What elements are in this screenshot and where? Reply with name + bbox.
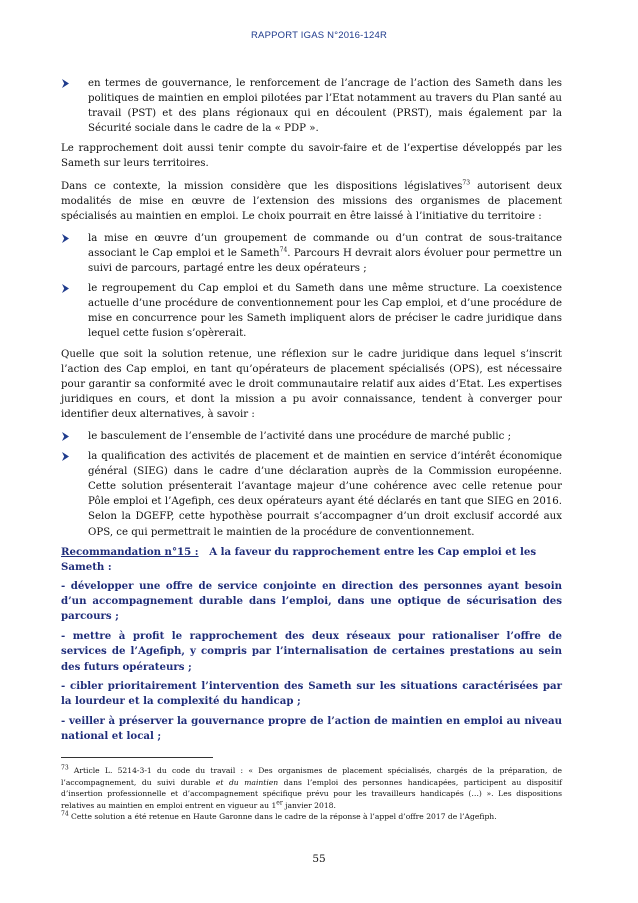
footnote-73 [61,765,562,811]
paragraph-solution: Quelle que soit la solution retenue, une réflexion sur le cadre juridique dans lequel s’inscrit l’action des Cap emploi, en tant qu’opérateurs de placement spécialisés (OPS), est nécessaire pour garantir sa conformité avec le droit communautaire relatif aux aides d’Etat. Les expertises juridiques en cours, et dont la mission a pu avoir connaissance, tendent à converger pour identifier deux alternatives, à savoir : [61,348,562,420]
footnote-ordinal: er [276,799,283,807]
footnotes [61,765,562,823]
footnote-ref-73[interactable]: 73 [462,179,471,187]
bullet-regroupement [61,281,562,341]
recommendation-item: - veiller à préserver la gouvernance propre de l’action de maintien en emploi au niveau national et local ; [61,714,562,743]
bullet-text: la mise en œuvre d’un groupement de commande ou d’un contrat de sous-traitance associant le Cap emploi et le Sameth [88,232,562,259]
page-number: 55 [312,853,326,865]
footnote-divider [61,757,213,758]
recommendation-item: - cibler prioritairement l’intervention des Sameth sur les situations caractérisées par la lourdeur et la complexité du handicap ; [61,680,562,708]
arrow-bullet-icon [61,432,70,441]
bullet-text: la qualification des activités de placement et de maintien en service d’intérêt économique général (SIEG) dans le cadre d’une déclaration auprès de la Commission européenne. Cette solution présenterait l’avantage majeur d’une cohérence avec celle retenue pour Pôle emploi et l’Agefiph, ces deux opérateurs ayant été déclarés en tant que SIEG en 2016. Selon la DGEFP, cette hypothèse pourrait s’accompagner d’un droit exclusif accordé aux OPS, ce qui permettrait le maintien de la procédure de conventionnement. [88,451,562,538]
bullet-text: le basculement de l’ensemble de l’activité dans une procédure de marché public ; [88,430,512,442]
paragraph-text: autorisent deux modalités de mise en œuvre de l’extension des missions des organismes de placement spécialisés au maintien en emploi. Le choix pourrait en être laissé à l’initiative du territoire : [61,180,562,222]
footnote-text: Article L. 5214-3-1 du code du travail : « Des organismes de placement spécialisés, chargés de la préparation, de l’accompagnement, du suivi durable [61,766,562,787]
bullet-sieg [61,449,562,540]
recommendation-label: Recommandation n°15 : [61,545,199,558]
footnote-text: Cette solution a été retenue en Haute Garonne dans le cadre de la réponse à l’appel d’offre 2017 de l’Agefiph. [68,812,497,822]
recommendation-item: - mettre à profit le rapprochement des deux réseaux pour rationaliser l’offre de services de l’Agefiph, y compris par l’internalisation de certaines prestations au sein des futurs opérateurs ; [61,629,562,673]
bullet-text: le regroupement du Cap emploi et du Sameth dans une même structure. La coexistence actuelle d’une procédure de conventionnement pour les Cap emploi, et d’une procédure de mise en concurrence pour les Sameth impliquent alors de préciser le cadre juridique dans lequel cette fusion s’opèrerait. [88,283,562,340]
footnote-number: 73 [61,764,69,772]
bullet-gouvernance [61,76,562,136]
bullet-basculement [61,429,562,444]
bullet-text: en termes de gouvernance, le renforcement de l’ancrage de l’action des Sameth dans les politiques de maintien en emploi pilotées par l’Etat notamment au travers du Plan santé au travail (PST) et des plans régionaux qui en découlent (PRST), mais également par la Sécurité sociale dans le cadre de la « PDP ». [88,78,562,135]
arrow-bullet-icon [61,452,70,461]
footnote-text: dans l’emploi des personnes handicapées, participent au dispositif d’insertion professionnelle et d’accompagnement spécifique prévu pour les travailleurs handicapés (…) ». Les dispositions relatives au maintien en emploi entrent en vigueur au 1 [61,777,562,810]
recommendation-item: - développer une offre de service conjointe en direction des personnes ayant besoin d’un accompagnement durable dans l’emploi, dans une optique de sécurisation des parcours ; [61,579,562,623]
body-text [61,76,562,749]
footnote-number: 74 [61,810,69,818]
arrow-bullet-icon [61,234,70,243]
footnote-74 [61,811,562,823]
bullet-groupement [61,231,562,276]
arrow-bullet-icon [61,79,70,88]
footnote-italic: et du maintien [215,777,279,787]
bullet-text: . Parcours H devrait alors évoluer pour permettre un suivi de parcours, partagé entre les deux opérateurs ; [88,247,562,275]
paragraph-contexte [61,179,562,224]
arrow-bullet-icon [61,284,70,293]
recommendation-heading [61,545,562,575]
paragraph-text: Dans ce contexte, la mission considère que les dispositions législatives [61,180,463,192]
running-header: RAPPORT IGAS N°2016-124R [250,30,388,41]
recommendation-title: A la faveur du rapprochement entre les Cap emploi et les Sameth : [61,545,537,573]
paragraph-rapprochement: Le rapprochement doit aussi tenir compte du savoir-faire et de l’expertise développés par les Sameth sur leurs territoires. [61,143,562,170]
footnote-ref-74[interactable]: 74 [279,246,288,254]
footnote-text: janvier 2018. [282,800,336,810]
